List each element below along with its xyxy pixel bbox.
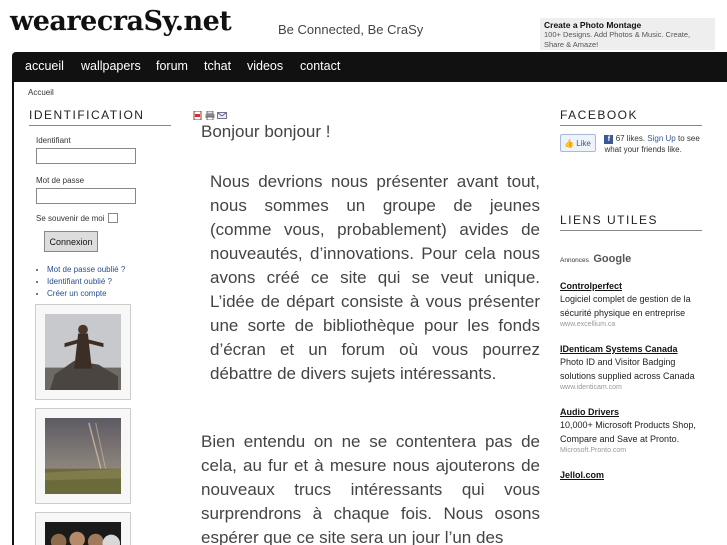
thumbs-up-icon: 👍: [564, 139, 574, 148]
password-input[interactable]: [36, 188, 136, 204]
ad-entry: [560, 279, 702, 330]
header-ad-title[interactable]: Create a Photo Montage: [544, 20, 642, 30]
site-tagline: Be Connected, Be CraSy: [278, 22, 424, 37]
facebook-icon: f: [604, 135, 613, 144]
login-button[interactable]: Connexion: [44, 231, 98, 252]
ad-entry-url[interactable]: Microsoft.Pronto.com: [560, 447, 627, 454]
nav-item-wallpapers[interactable]: wallpapers: [81, 59, 141, 73]
facebook-signup-link[interactable]: Sign Up: [647, 134, 676, 143]
statue-image: [45, 314, 121, 390]
site-logo[interactable]: wearecraSy.net: [10, 6, 232, 37]
ads-label[interactable]: Annonces: [560, 257, 589, 264]
ad-entry-desc: Photo ID and Visitor Badging solutions supplied across Canada: [560, 357, 695, 381]
wallpaper-thumb-landscape[interactable]: [35, 408, 131, 504]
remember-label: Se souvenir de moi: [36, 213, 105, 223]
username-label: Identifiant: [36, 136, 71, 145]
wallpaper-thumb-people[interactable]: [35, 512, 131, 545]
breadcrumb[interactable]: Accueil: [28, 88, 54, 97]
pdf-icon[interactable]: [193, 111, 203, 120]
right-sidebar: [560, 108, 702, 482]
article-paragraph-2: Bien entendu on ne se contentera pas de cela, au fur et à mesure nous ajouterons de nouveaux trucs intéressants qui vous surprendrons à chaque fois. Nous osons espérer que ce site sera un jour l’un des: [201, 432, 540, 545]
facebook-like-text: [604, 134, 700, 155]
remember-checkbox[interactable]: [108, 213, 118, 223]
ad-entry: [560, 405, 702, 456]
login-title: IDENTIFICATION: [29, 108, 171, 126]
content-area: [12, 82, 715, 545]
article-title: Bonjour bonjour !: [201, 122, 331, 141]
header-ad[interactable]: [540, 18, 715, 50]
article-paragraph-1: Nous devrions nous présenter avant tout, nous sommes un groupe de jeunes (comme vous, probablement) avides de nouveautés, d’innovations. Pour cela nous avons créé ce site qui se veut unique. L’idée de départ consiste à vous présenter une sorte de bibliothèque pour les fonds d’écran et un forum où vous pourrez débattre de divers sujets intéressants.: [210, 172, 540, 383]
login-panel: [29, 108, 171, 300]
nav-item-tchat[interactable]: tchat: [204, 59, 232, 73]
site-header: [0, 0, 727, 52]
nav-item-accueil[interactable]: accueil: [25, 59, 64, 73]
login-links: [47, 264, 171, 300]
ad-entry-url[interactable]: www.excellium.ca: [560, 321, 616, 328]
people-image: [45, 522, 121, 545]
username-input[interactable]: [36, 148, 136, 164]
facebook-like-button[interactable]: [560, 134, 596, 152]
useful-links-title: LIENS UTILES: [560, 213, 702, 231]
ad-entry-title[interactable]: Jellol.com: [560, 470, 605, 480]
forgot-username-link[interactable]: • Identifiant oublié ?: [47, 276, 171, 288]
nav-item-forum[interactable]: forum: [156, 59, 188, 73]
nav-item-contact[interactable]: contact: [300, 59, 341, 73]
ad-entry-desc: Logiciel complet de gestion de la sécurité physique en entreprise: [560, 294, 691, 318]
facebook-widget: [560, 134, 702, 155]
create-account-link[interactable]: • Créer un compte: [47, 288, 171, 300]
forgot-password-link[interactable]: • Mot de passe oublié ?: [47, 264, 171, 276]
article-tools: [193, 111, 227, 120]
google-ads-header: [560, 249, 702, 267]
email-icon[interactable]: [217, 111, 227, 120]
ad-entry-title[interactable]: Controlperfect: [560, 281, 623, 291]
google-ads-list: [560, 279, 702, 482]
ad-entry-title[interactable]: IDenticam Systems Canada: [560, 344, 678, 354]
facebook-signup-text: to see what your friends like.: [604, 134, 700, 154]
google-logo[interactable]: Google: [593, 253, 632, 265]
facebook-title: FACEBOOK: [560, 108, 702, 126]
wallpaper-thumb-statue[interactable]: [35, 304, 131, 400]
likes-count: 67 likes.: [615, 134, 646, 143]
main-nav: [12, 52, 727, 82]
landscape-image: [45, 418, 121, 494]
print-icon[interactable]: [205, 111, 215, 120]
ad-entry: [560, 342, 702, 393]
nav-item-videos[interactable]: videos: [247, 59, 284, 73]
remember-row: [36, 213, 171, 223]
wallpaper-thumbnails: [35, 304, 131, 545]
header-ad-description: 100+ Designs. Add Photos & Music. Create, Share & Amaze!: [544, 30, 691, 49]
ad-entry-title[interactable]: Audio Drivers: [560, 407, 620, 417]
password-label: Mot de passe: [36, 175, 85, 185]
like-label: Like: [576, 139, 591, 148]
ad-entry: [560, 468, 702, 482]
ad-entry-url[interactable]: www.identicam.com: [560, 384, 622, 391]
ad-entry-desc: 10,000+ Microsoft Products Shop, Compare and Save at Pronto.: [560, 420, 696, 444]
